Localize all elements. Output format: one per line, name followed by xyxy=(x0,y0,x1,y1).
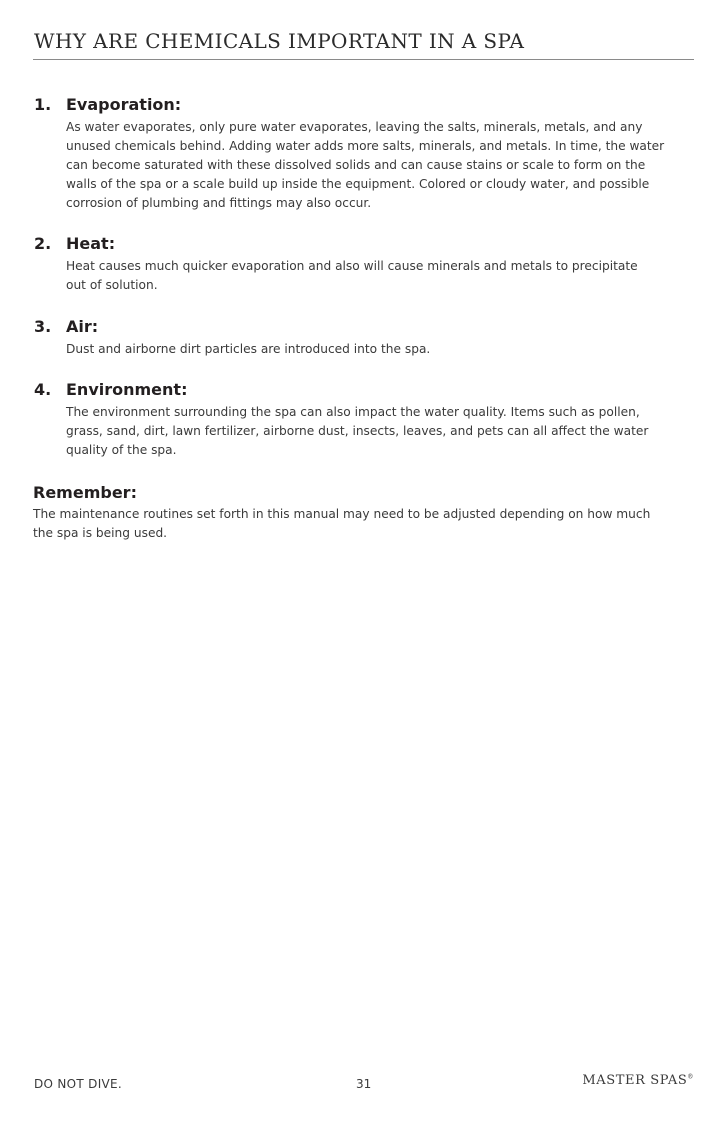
section-number: 3. xyxy=(34,317,52,336)
section-number: 4. xyxy=(34,380,52,399)
body-line: As water evaporates, only pure water evaporates, leaving the salts, minerals, metals, and any xyxy=(66,120,643,134)
remember-body xyxy=(33,505,693,543)
body-line: the spa is being used. xyxy=(33,526,168,540)
footer-warning: DO NOT DIVE. xyxy=(34,1077,123,1091)
section-title: Environment: xyxy=(66,380,188,399)
body-line: Dust and airborne dirt particles are introduced into the spa. xyxy=(66,342,431,356)
section-number: 2. xyxy=(34,234,52,253)
section-air xyxy=(34,316,694,359)
page-title: WHY ARE CHEMICALS IMPORTANT IN A SPA xyxy=(34,29,525,53)
body-line: out of solution. xyxy=(66,278,158,292)
body-line: The maintenance routines set forth in this manual may need to be adjusted depending on how much xyxy=(33,507,651,521)
body-line: Heat causes much quicker evaporation and also will cause minerals and metals to precipitate xyxy=(66,259,638,273)
body-line: The environment surrounding the spa can also impact the water quality. Items such as pollen, xyxy=(66,405,640,419)
remember-section xyxy=(33,482,693,543)
section-evaporation xyxy=(34,94,694,213)
section-title: Air: xyxy=(66,317,99,336)
section-heading xyxy=(34,233,694,255)
remember-heading: Remember: xyxy=(33,483,137,502)
section-heading xyxy=(34,316,694,338)
body-line: corrosion of plumbing and fittings may also occur. xyxy=(66,196,372,210)
section-body xyxy=(66,340,694,359)
section-environment xyxy=(34,379,694,460)
section-number: 1. xyxy=(34,95,52,114)
brand-name: MASTER SPAS xyxy=(582,1073,688,1088)
section-title: Heat: xyxy=(66,234,116,253)
section-heat xyxy=(34,233,694,295)
registered-mark: ® xyxy=(687,1073,694,1081)
body-line: unused chemicals behind. Adding water adds more salts, minerals, and metals. In time, the water xyxy=(66,139,665,153)
page-number: 31 xyxy=(356,1077,372,1091)
body-line: walls of the spa or a scale build up inside the equipment. Colored or cloudy water, and possible xyxy=(66,177,650,191)
brand-logo xyxy=(582,1073,694,1088)
body-line: grass, sand, dirt, lawn fertilizer, airborne dust, insects, leaves, and pets can all affect the water xyxy=(66,424,649,438)
title-divider xyxy=(33,59,694,60)
section-body xyxy=(66,403,694,460)
body-line: can become saturated with these dissolved solids and can cause stains or scale to form on the xyxy=(66,158,646,172)
section-body xyxy=(66,118,694,213)
section-heading xyxy=(34,379,694,401)
body-line: quality of the spa. xyxy=(66,443,177,457)
section-title: Evaporation: xyxy=(66,95,182,114)
section-heading xyxy=(34,94,694,116)
section-body xyxy=(66,257,694,295)
